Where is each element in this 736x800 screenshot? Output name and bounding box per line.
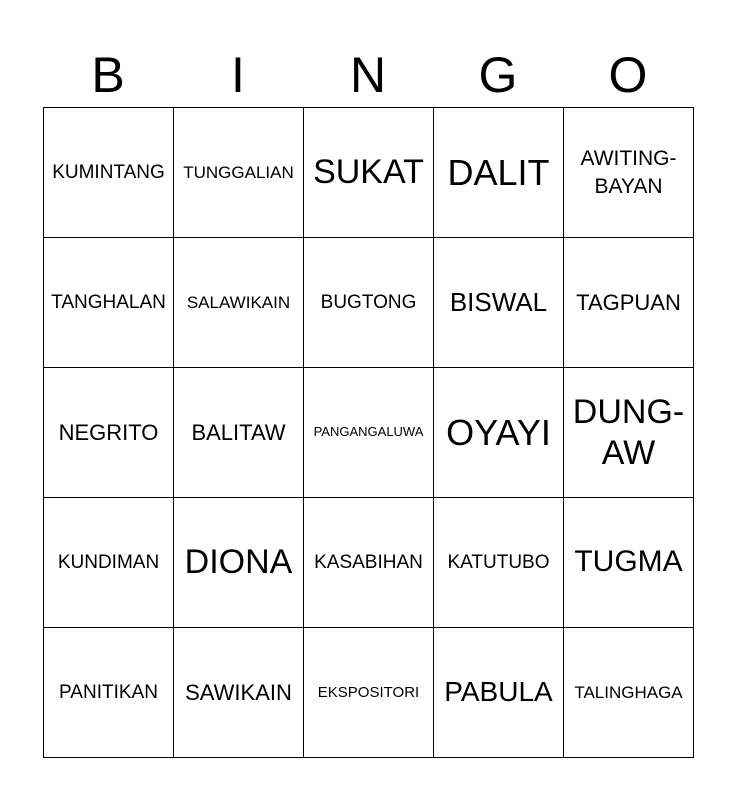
header-letter-b: B — [91, 47, 125, 103]
header-letter-i: I — [231, 47, 245, 103]
bingo-cell[interactable]: EKSPOSITORI — [304, 628, 434, 758]
bingo-cell[interactable]: PANITIKAN — [44, 628, 174, 758]
bingo-cell[interactable]: BUGTONG — [304, 238, 434, 368]
bingo-cell[interactable]: DALIT — [434, 108, 564, 238]
header-letter-o: O — [608, 47, 648, 103]
bingo-cell[interactable]: SUKAT — [304, 108, 434, 238]
bingo-board — [43, 107, 694, 758]
header-letter-n: N — [349, 47, 387, 103]
bingo-cell[interactable]: KUNDIMAN — [44, 498, 174, 628]
bingo-cell[interactable]: DUNG- AW — [564, 368, 694, 498]
bingo-cell[interactable]: KASABIHAN — [304, 498, 434, 628]
bingo-cell[interactable]: NEGRITO — [44, 368, 174, 498]
bingo-cell[interactable]: TANGHALAN — [44, 238, 174, 368]
bingo-cell[interactable]: BISWAL — [434, 238, 564, 368]
bingo-cell[interactable]: PABULA — [434, 628, 564, 758]
bingo-cell[interactable]: TUGMA — [564, 498, 694, 628]
bingo-cell[interactable]: KATUTUBO — [434, 498, 564, 628]
bingo-cell[interactable]: TAGPUAN — [564, 238, 694, 368]
bingo-header — [43, 40, 693, 108]
bingo-cell[interactable]: KUMINTANG — [44, 108, 174, 238]
bingo-cell[interactable]: DIONA — [174, 498, 304, 628]
bingo-cell[interactable]: SALAWIKAIN — [174, 238, 304, 368]
bingo-cell[interactable]: AWITING- BAYAN — [564, 108, 694, 238]
bingo-cell[interactable]: SAWIKAIN — [174, 628, 304, 758]
bingo-cell[interactable]: TUNGGALIAN — [174, 108, 304, 238]
bingo-cell[interactable]: PANGANGALUWA — [304, 368, 434, 498]
header-letter-g: G — [478, 47, 518, 103]
bingo-cell[interactable]: BALITAW — [174, 368, 304, 498]
bingo-cell[interactable]: OYAYI — [434, 368, 564, 498]
bingo-cell[interactable]: TALINGHAGA — [564, 628, 694, 758]
